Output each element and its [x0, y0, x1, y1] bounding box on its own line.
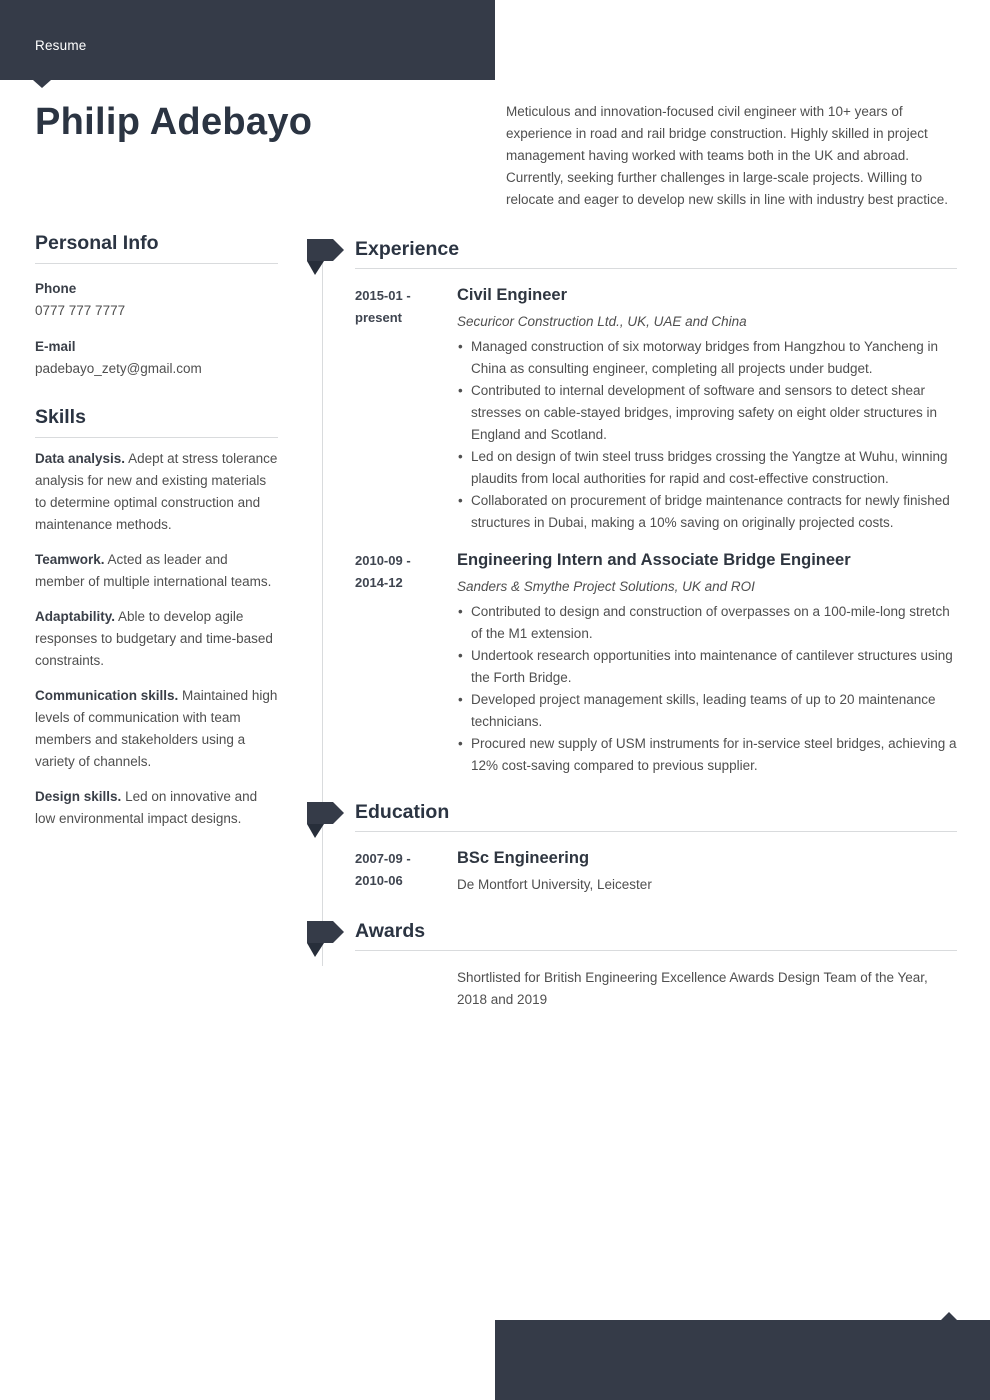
email-label: E-mail	[35, 339, 76, 354]
bullet-item: • Managed construction of six motorway bridges from Hangzhou to Yancheng in China as consulting engineer, completing all projects under budget.	[457, 336, 957, 380]
section-header	[307, 801, 957, 832]
skill-text: Adept at stress tolerance analysis for new and existing materials to determine optimal construction and maintenance methods.	[35, 451, 278, 532]
entry-body	[457, 848, 957, 896]
skill-text: Acted as leader and member of multiple international teams.	[35, 552, 272, 589]
skill-item	[35, 448, 278, 536]
skill-item	[35, 549, 278, 593]
bookmark-icon	[307, 239, 345, 277]
entry-company: Securicor Construction Ltd., UK, UAE and China	[457, 314, 747, 329]
entry-dates	[355, 285, 457, 534]
header-bar	[0, 0, 495, 80]
skill-text: Led on innovative and low environmental impact designs.	[35, 789, 258, 826]
school-name: De Montfort University, Leicester	[457, 877, 652, 892]
date-end: 2010-06	[355, 873, 403, 888]
entry-body	[457, 550, 957, 777]
degree-title: BSc Engineering	[457, 849, 590, 867]
skill-text: Maintained high levels of communication with team members and stakeholders using a variety of channels.	[35, 688, 278, 769]
section-rule	[355, 950, 957, 951]
bullet-item: • Undertook research opportunities into maintenance of cantilever structures using the Forth Bridge.	[457, 645, 957, 689]
section-header	[307, 238, 957, 269]
section-rule	[35, 263, 278, 264]
awards-title: Awards	[355, 920, 426, 942]
awards-section	[307, 920, 957, 1011]
main-content	[307, 238, 957, 1011]
entry-company: Sanders & Smythe Project Solutions, UK and ROI	[457, 579, 755, 594]
awards-entry	[355, 951, 957, 1011]
entry-dates	[355, 550, 457, 777]
email-value: padebayo_zety@gmail.com	[35, 361, 202, 376]
phone-group	[35, 278, 278, 322]
footer-bar	[495, 1320, 990, 1400]
candidate-name: Philip Adebayo	[35, 101, 313, 143]
bullet-item: • Collaborated on procurement of bridge maintenance contracts for newly finished structures in Dubai, making a 10% saving on originally projected costs.	[457, 490, 957, 534]
skill-item	[35, 685, 278, 773]
experience-title: Experience	[355, 238, 460, 260]
bookmark-icon	[307, 802, 345, 840]
entry-dates	[355, 848, 457, 896]
skills-list	[35, 438, 278, 830]
awards-text: Shortlisted for British Engineering Excellence Awards Design Team of the Year, 2018 and 2019	[457, 970, 928, 1007]
header-label: Resume	[35, 38, 87, 53]
header-pointer-icon	[33, 80, 51, 88]
date-end: present	[355, 310, 402, 325]
sidebar	[35, 232, 278, 843]
skill-label: Design skills.	[35, 789, 122, 804]
section-header	[307, 920, 957, 951]
date-end: 2014-12	[355, 575, 403, 590]
phone-label: Phone	[35, 281, 77, 296]
date-start: 2007-09 -	[355, 851, 411, 866]
bullet-item: • Contributed to design and construction of overpasses on a 100-mile-long stretch of the M1 extension.	[457, 601, 957, 645]
bullet-item: • Contributed to internal development of software and sensors to detect shear stresses on cable-stayed bridges, improving safety on eight older structures in England and Scotland.	[457, 380, 957, 446]
skills-section	[35, 406, 278, 830]
phone-value: 0777 777 7777	[35, 303, 126, 318]
entry-role: Civil Engineer	[457, 286, 568, 304]
personal-info-section	[35, 232, 278, 380]
skill-item	[35, 786, 278, 830]
bullet-item: • Procured new supply of USM instruments for in-service steel bridges, achieving a 12% cost-saving compared to previous supplier.	[457, 733, 957, 777]
entry-bullets	[457, 601, 957, 777]
skill-label: Adaptability.	[35, 609, 116, 624]
bullet-item: • Led on design of twin steel truss bridges crossing the Yangtze at Wuhu, winning plaudits from local authorities for rapid and cost-effective construction.	[457, 446, 957, 490]
entry-bullets	[457, 336, 957, 534]
education-title: Education	[355, 801, 450, 823]
date-start: 2010-09 -	[355, 553, 411, 568]
entry-body	[457, 967, 957, 1011]
date-start: 2015-01 -	[355, 288, 411, 303]
skill-label: Communication skills.	[35, 688, 179, 703]
bookmark-icon	[307, 921, 345, 959]
summary-text: Meticulous and innovation-focused civil engineer with 10+ years of experience in road and rail bridge construction. Highly skilled in project management having worked with teams both in the UK and abroad. Currently, seeking further challenges in large-scale projects. Willing to relocate and eager to develop new skills in line with industry best practice.	[506, 104, 948, 207]
education-entry	[355, 832, 957, 896]
entry-body	[457, 285, 957, 534]
personal-info-title: Personal Info	[35, 232, 159, 254]
entry-role: Engineering Intern and Associate Bridge Engineer	[457, 551, 851, 569]
section-rule	[355, 268, 957, 269]
email-group	[35, 336, 278, 380]
footer-pointer-icon	[941, 1312, 957, 1320]
experience-entry	[355, 534, 957, 777]
education-section	[307, 801, 957, 896]
bullet-item: • Developed project management skills, leading teams of up to 20 maintenance technicians.	[457, 689, 957, 733]
skills-title: Skills	[35, 406, 86, 428]
section-rule	[355, 831, 957, 832]
experience-section	[307, 238, 957, 777]
experience-entry	[355, 269, 957, 534]
entry-dates	[355, 967, 457, 1011]
skill-label: Data analysis.	[35, 451, 126, 466]
skill-item	[35, 606, 278, 672]
skill-label: Teamwork.	[35, 552, 105, 567]
skill-text: Able to develop agile responses to budgetary and time-based constraints.	[35, 609, 273, 668]
